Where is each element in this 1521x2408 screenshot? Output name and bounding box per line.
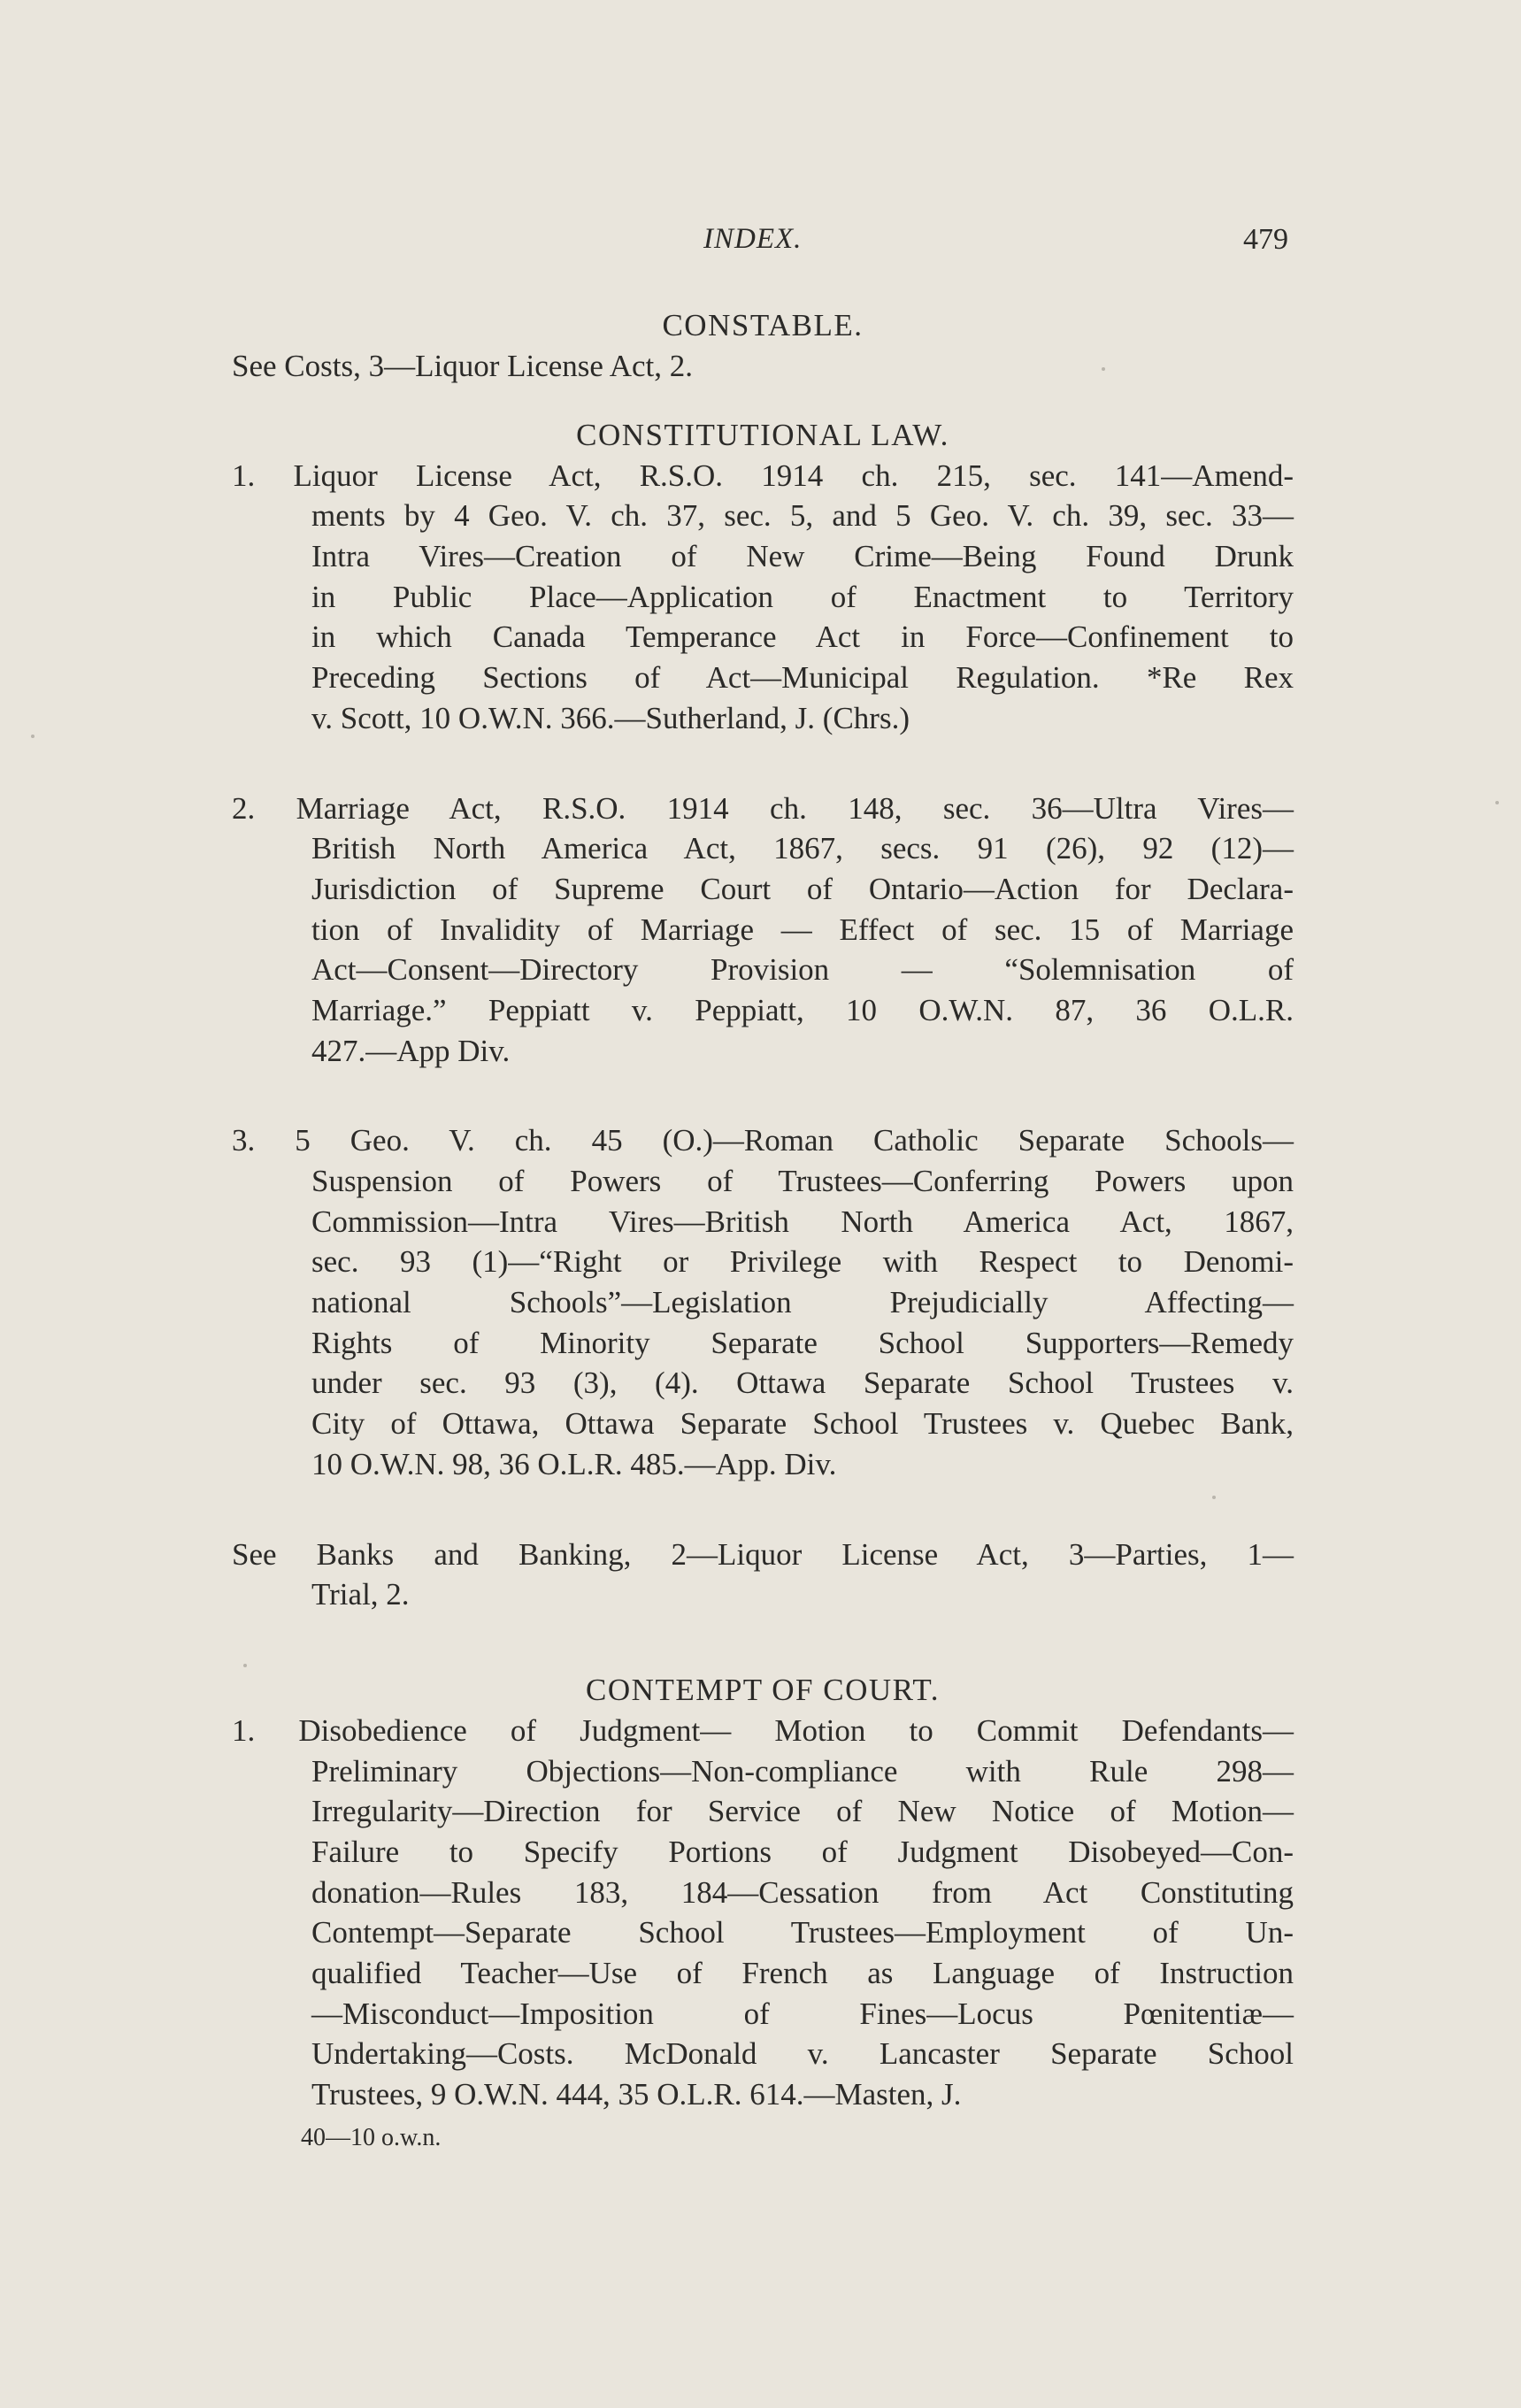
entry-line: City of Ottawa, Ottawa Separate School Trustees v. Quebec Bank, [311,1406,1294,1442]
entry-line: qualified Teacher—Use of French as Language of Instruction [311,1956,1294,1990]
signature-mark [301,2124,441,2152]
entry-line: British North America Act, 1867, secs. 91 (26), 92 (12)— [311,831,1294,866]
entry-line: Intra Vires—Creation of New Crime—Being Found Drunk [311,539,1294,574]
entry-line: in which Canada Temperance Act in Force—Confinement to [311,619,1294,655]
entry-line: Preceding Sections of Act—Municipal Regulation. *Re Rex [311,660,1294,696]
entry-line: national Schools”—Legislation Prejudicially Affecting— [311,1285,1294,1320]
entry-line: donation—Rules 183, 184—Cessation from Act Constituting [311,1874,1294,1910]
paper-speck [31,735,35,738]
paper-speck [1102,367,1105,371]
see-also-constable: See Costs, 3—Liquor License Act, 2. [232,349,694,383]
contempt-entry-1 [232,1711,1294,2115]
entry-line: 10 O.W.N. 98, 36 O.L.R. 485.—App. Div. [311,1446,837,1481]
entry-line: —Misconduct—Imposition of Fines—Locus Pœnitentiæ— [311,1996,1294,2031]
running-title: INDEX. [703,223,803,255]
paper-speck [243,1664,247,1667]
entry-line: 1. Liquor License Act, R.S.O. 1914 ch. 215, sec. 141—Amend- [232,458,1294,493]
heading-constable: CONSTABLE. [662,308,864,342]
entry-line: v. Scott, 10 O.W.N. 366.—Sutherland, J. (Chrs.) [311,700,910,735]
entry-line: 3. 5 Geo. V. ch. 45 (O.)—Roman Catholic Separate Schools— [232,1123,1294,1158]
entry-line: 427.—App Div. [311,1033,511,1068]
entry-line: Undertaking—Costs. McDonald v. Lancaster Separate School [311,2036,1294,2072]
running-head [0,223,1521,267]
entry-line: See Banks and Banking, 2—Liquor License Act, 3—Parties, 1— [232,1536,1294,1572]
entry-line: Act—Consent—Directory Provision — “Solemnisation of [311,952,1294,988]
entry-line: Jurisdiction of Supreme Court of Ontario—Action for Declara- [311,871,1294,906]
entry-line: ments by 4 Geo. V. ch. 37, sec. 5, and 5 Geo. V. ch. 39, sec. 33— [311,498,1294,534]
entry-line: Irregularity—Direction for Service of New Notice of Motion— [311,1794,1294,1829]
paper-speck [1495,801,1499,804]
entry-line: Contempt—Separate School Trustees—Employment of Un- [311,1915,1294,1950]
entry-line: Commission—Intra Vires—British North America Act, 1867, [311,1204,1294,1239]
constitutional-entry-1 [232,456,1294,739]
entry-line: Trial, 2. [311,1577,410,1612]
entry-line: Trustees, 9 O.W.N. 444, 35 O.L.R. 614.—Masten, J. [311,2077,962,2112]
entry-line: Preliminary Objections—Non-compliance with Rule 298— [311,1753,1294,1789]
entry-line: 2. Marriage Act, R.S.O. 1914 ch. 148, sec. 36—Ultra Vires— [232,790,1294,826]
entry-line: 1. Disobedience of Judgment— Motion to Commit Defendants— [232,1712,1294,1748]
entry-line: Rights of Minority Separate School Supporters—Remedy [311,1325,1294,1360]
entry-line: in Public Place—Application of Enactment to Territory [311,579,1294,614]
constitutional-entry-3 [232,1120,1294,1484]
paper-speck [1212,1496,1216,1499]
entry-line: Marriage.” Peppiatt v. Peppiatt, 10 O.W.N. 87, 36 O.L.R. [311,992,1294,1027]
constitutional-entry-2 [232,789,1294,1072]
heading-contempt-of-court: CONTEMPT OF COURT. [586,1672,940,1707]
page-number: 479 [1243,223,1288,256]
entry-line: tion of Invalidity of Marriage — Effect of sec. 15 of Marriage [311,912,1294,947]
entry-line: sec. 93 (1)—“Right or Privilege with Respect to Denomi- [311,1244,1294,1280]
entry-line: under sec. 93 (3), (4). Ottawa Separate School Trustees v. [311,1366,1294,1401]
signature-text: 40—10 o.w.n. [301,2124,442,2151]
index-content [232,305,1294,2115]
entry-line: Suspension of Powers of Trustees—Conferring Powers upon [311,1164,1294,1198]
heading-constitutional-law: CONSTITUTIONAL LAW. [576,417,949,452]
entry-line: Failure to Specify Portions of Judgment Disobeyed—Con- [311,1834,1294,1869]
see-also-constitutional [232,1535,1294,1615]
